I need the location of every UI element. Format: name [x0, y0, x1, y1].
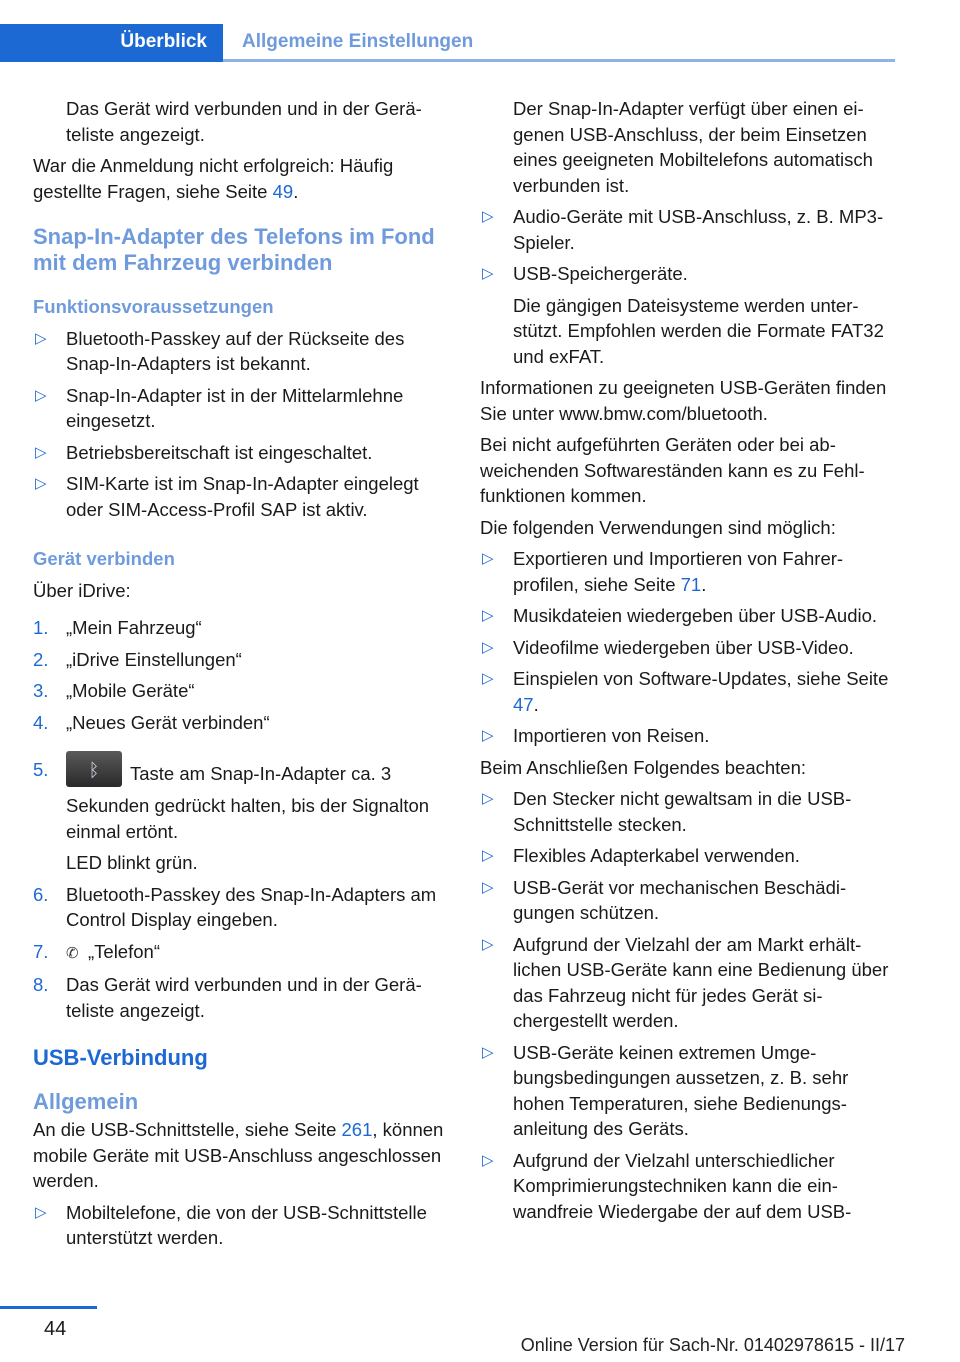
- list-item: ▷ Aufgrund der Vielzahl der am Markt erhältlichen USB-Geräte kann eine Bedienung über das Fahrzeug nicht für jedes Gerät sichergestellt werden.: [482, 933, 889, 1031]
- page-number: 44: [44, 1318, 67, 1340]
- list-marker: ▷: [482, 878, 494, 896]
- list-marker: ▷: [35, 1203, 47, 1221]
- bluetooth-button-icon: [66, 751, 122, 787]
- list-item: ▷ Videofilme wiedergeben über USB-Video.: [480, 635, 898, 661]
- tab-overview[interactable]: Überblick: [0, 24, 223, 60]
- list-item: ▷ Mobiltelefone, die von der USB-Schnittstelle unterstützt werden.: [35, 1201, 427, 1248]
- list-marker: ▷: [35, 386, 47, 404]
- step-item: 1. „Mein Fahrzeug“: [33, 617, 202, 638]
- list-marker: ▷: [482, 550, 494, 567]
- connected-text: Das Gerät wird verbunden und in der Geräteliste angezeigt.: [66, 98, 422, 145]
- malfunction-text: Bei nicht aufgeführten Geräten oder bei abweichenden Softwareständen kann es zu Fehlfunktionen kommen.: [480, 434, 865, 506]
- list-marker: ▷: [482, 1151, 494, 1169]
- list-marker: ▷: [482, 208, 494, 225]
- list-item: ▷ Den Stecker nicht gewaltsam in die USB-Schnittstelle stecken.: [482, 788, 852, 835]
- left-column: [33, 96, 451, 1257]
- list-item: ▷ Exportieren und Importieren von Fahrerprofilen, siehe Seite 71.: [482, 548, 844, 595]
- usb-devices-list: [33, 1200, 451, 1251]
- header-bar: [0, 24, 960, 60]
- page-link-47[interactable]: 47: [513, 693, 534, 715]
- list-marker: ▷: [482, 935, 494, 953]
- list-item: ▷ SIM-Karte ist im Snap-In-Adapter eingelegt oder SIM-Access-Profil SAP ist aktiv.: [35, 473, 419, 520]
- list-item: ▷ Bluetooth-Passkey auf der Rückseite des Snap-In-Adapters ist bekannt.: [35, 327, 405, 374]
- step-item: 2. „iDrive Einstellungen“: [33, 648, 242, 670]
- list-item: ▷ Importieren von Reisen.: [480, 723, 898, 749]
- tab-general-settings[interactable]: Allgemeine Einstellungen: [242, 31, 474, 53]
- subheading-general: Allgemein: [33, 1089, 139, 1114]
- requirements-list: [33, 326, 451, 523]
- uses-intro-text: Die folgenden Verwendungen sind möglich:: [480, 516, 836, 538]
- list-marker: ▷: [482, 265, 494, 282]
- info-text: Informationen zu geeigneten USB-Geräten finden Sie unter www.bmw.com/bluetooth.: [480, 377, 887, 424]
- list-marker: ▷: [35, 443, 47, 461]
- uses-list: [480, 546, 898, 749]
- list-marker: ▷: [482, 1043, 494, 1061]
- section-heading-snap-in: Snap-In-Adapter des Telefons im Fond mit dem Fahrzeug verbinden: [33, 224, 435, 275]
- page-link-49[interactable]: 49: [272, 180, 294, 202]
- list-item: ▷ USB-Geräte keinen extremen Umgebungsbedingungen aussetzen, z. B. sehr hohen Temperaturen, siehe Bedienungsanleitung des Geräts.: [482, 1041, 849, 1139]
- step-item: 6. Bluetooth-Passkey des Snap-In-Adapters am Control Display eingeben.: [33, 883, 437, 930]
- list-item: ▷ Aufgrund der Vielzahl unterschiedlicher Komprimierungstechniken kann die einwandfreie Wiedergabe der auf dem USB-: [482, 1149, 852, 1222]
- notes-list: [480, 786, 898, 1224]
- online-version-text: Online Version für Sach-Nr. 01402978615 - II/17: [520, 1335, 905, 1355]
- step-item: 3. „Mobile Geräte“: [33, 680, 195, 701]
- section-heading-usb: USB-Verbindung: [33, 1045, 208, 1070]
- list-item: ▷ Musikdateien wiedergeben über USB-Audio.: [480, 603, 898, 629]
- subheading-connect-device: Gerät verbinden: [33, 548, 175, 569]
- list-item: ▷ USB-Speichergeräte. Die gängigen Dateisysteme werden unterstützt. Empfohlen werden die Formate FAT32 und exFAT.: [482, 263, 884, 367]
- bluetooth-icon: ᛒ: [88, 760, 100, 780]
- footer-rule: [0, 1306, 97, 1309]
- list-marker: ▷: [482, 670, 494, 687]
- usb-intro-text: An die USB-Schnittstelle, siehe Seite 261, können mobile Geräte mit USB-Anschluss angeschlossen werden.: [33, 1119, 444, 1191]
- subheading-requirements: Funktionsvoraussetzungen: [33, 296, 274, 317]
- adapter-usb-text: Der Snap-In-Adapter verfügt über einen eigenen USB-Anschluss, der beim Einsetzen eines geeigneten Mobiltelefons automatisch verbunden ist.: [513, 98, 873, 196]
- list-item: ▷ Audio-Geräte mit USB-Anschluss, z. B. MP3-Spieler.: [482, 206, 884, 253]
- list-item: ▷ Betriebsbereitschaft ist eingeschaltet.: [33, 440, 451, 466]
- list-item: ▷ USB-Gerät vor mechanischen Beschädigungen schützen.: [482, 876, 847, 923]
- list-marker: ▷: [482, 607, 494, 624]
- failed-text: War die Anmeldung nicht erfolgreich: Häufig gestellte Fragen, siehe Seite 49.: [33, 155, 394, 202]
- list-item: ▷ Einspielen von Software-Updates, siehe Seite 47.: [482, 668, 889, 715]
- list-marker: ▷: [482, 727, 494, 744]
- page-link-71[interactable]: 71: [680, 573, 702, 595]
- page-link-261[interactable]: 261: [341, 1119, 373, 1140]
- right-column: [480, 96, 898, 1230]
- list-marker: ▷: [35, 475, 47, 492]
- step-item: 7. ✆ „Telefon“: [33, 939, 451, 967]
- list-marker: ▷: [482, 790, 494, 807]
- connect-steps: [33, 615, 451, 1023]
- list-marker: ▷: [482, 847, 494, 864]
- via-idrive-text: Über iDrive:: [33, 579, 131, 601]
- phone-icon: ✆: [66, 944, 79, 962]
- list-marker: ▷: [35, 329, 47, 347]
- step-item: 5. ᛒ Taste am Snap-In-Adapter ca. 3 Sekunden gedrückt halten, bis der Signalton einmal ertönt. LED blinkt grün.: [33, 747, 451, 876]
- header-rule-light: [223, 59, 895, 62]
- usb-device-types-list: [480, 204, 898, 369]
- step-item: 4. „Neues Gerät verbinden“: [33, 711, 270, 733]
- notes-intro-text: Beim Anschließen Folgendes beachten:: [480, 756, 807, 778]
- list-item: ▷ Flexibles Adapterkabel verwenden.: [480, 843, 898, 869]
- step-item: 8. Das Gerät wird verbunden und in der Geräteliste angezeigt.: [33, 974, 422, 1021]
- list-marker: ▷: [482, 638, 494, 656]
- list-item: ▷ Snap-In-Adapter ist in der Mittelarmlehne eingesetzt.: [35, 384, 404, 431]
